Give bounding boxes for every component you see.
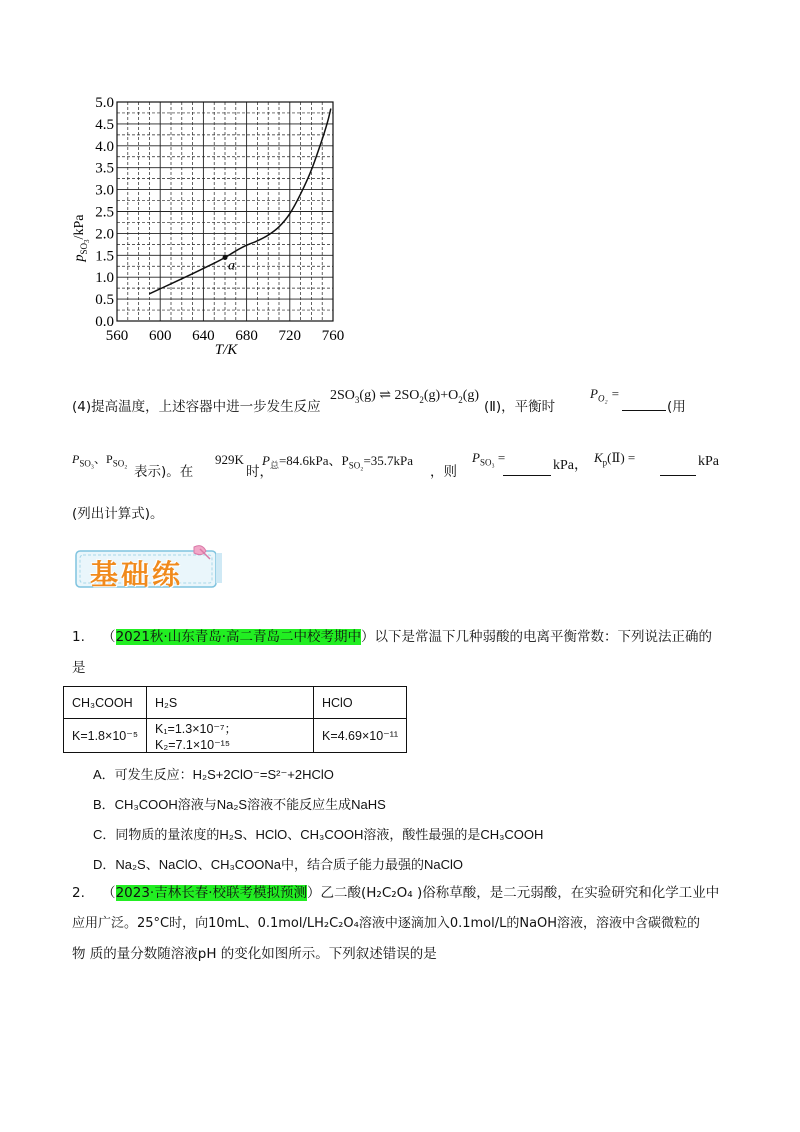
- reaction-tag: (Ⅱ)，平衡时: [484, 399, 556, 415]
- y-axis-label: [72, 214, 91, 263]
- svg-text:pSO3/kPa: $p_{SO}3$/kPa: [72, 214, 91, 262]
- q4-then: ，则: [430, 464, 457, 480]
- q2-source: 2023·吉林长春·校联考模拟预测: [115, 885, 308, 901]
- table-cell: HClO: [314, 687, 407, 719]
- y-tick-label: 5.0: [95, 95, 114, 111]
- q2-number: 2.: [72, 885, 85, 901]
- answer-blank-po2[interactable]: [622, 396, 666, 411]
- temperature: 929K: [215, 452, 244, 467]
- q4-line2-text: 表示)。在: [134, 464, 194, 480]
- y-tick-label: 2.5: [95, 204, 114, 221]
- unit-kpa-2: kPa: [698, 454, 719, 469]
- y-tick-label: 3.5: [95, 160, 114, 177]
- unit-kpa-1: kPa，: [553, 458, 588, 473]
- answer-blank-kp[interactable]: [660, 461, 696, 476]
- chart-grid: [117, 102, 333, 321]
- q2-line1: 2. （2023·吉林长春·校联考模拟预测）乙二酸(H₂C₂O₄ )俗称草酸，是二元弱酸，在实验研究和化学工业中: [72, 885, 720, 901]
- q1-number: 1.: [72, 629, 85, 645]
- ionization-constant-table: [63, 686, 407, 753]
- q2-stem-1: 乙二酸(H₂C₂O₄ )俗称草酸，是二元弱酸，在实验研究和化学工业中: [320, 885, 720, 901]
- q4-line3: (列出计算式)。: [72, 506, 164, 522]
- table-cell: H₂S: [147, 687, 314, 719]
- section-badge: [74, 543, 226, 591]
- y-tick-label: 3.0: [95, 182, 114, 199]
- q4-line1: [72, 398, 321, 416]
- reaction-equation: $2SO_3(g)$ ⇌ $2SO_2(g)+O_2(g)$: [330, 388, 480, 405]
- x-tick-label: 760: [321, 328, 345, 344]
- y-tick-label: 0.5: [95, 292, 114, 309]
- q2-line3: 物 质的量分数随溶液pH 的变化如图所示。下列叙述错误的是: [72, 946, 437, 962]
- y-tick-label: 2.0: [95, 226, 114, 243]
- y-tick-label: 4.5: [95, 116, 114, 133]
- p-so3-symbol: $P_{SO_3}$ =: [472, 450, 506, 468]
- q4-line1-end: (用: [667, 399, 686, 415]
- x-axis-label: T/K: [214, 342, 238, 358]
- table-row: [64, 719, 407, 753]
- q1-line1: 1. （2021秋·山东青岛·高二青岛二中校考期中）以下是常温下几种弱酸的电离平衡常数：下列说法正确的: [72, 629, 713, 645]
- q4-line2-when: 时，: [246, 464, 273, 480]
- x-tick-label: 640: [192, 328, 215, 344]
- q1-stem: 以下是常温下几种弱酸的电离平衡常数：下列说法正确的: [374, 629, 713, 645]
- kp-symbol: $K_p(Ⅱ)$ =: [594, 450, 636, 468]
- table-cell: CH₃COOH: [64, 687, 147, 719]
- x-tick-label: 600: [148, 328, 172, 344]
- y-tick-label: 0.0: [95, 314, 114, 330]
- q1-option-a[interactable]: A．可发生反应：H₂S+2ClO⁻=S²⁻+2HClO: [93, 767, 334, 782]
- q4-line2-vars: $P_{SO_3}$、$P_{SO_2}$: [72, 452, 128, 469]
- q2-line2: 应用广泛。25°C时，向10mL、0.1mol/LH₂C₂O₄溶液中逐滴加入0.1mol/L的NaOH溶液，溶液中含碳微粒的: [72, 916, 701, 931]
- q1-option-c[interactable]: C．同物质的量浓度的H₂S、HClO、CH₃COOH溶液，酸性最强的是CH₃COOH: [93, 827, 544, 842]
- pressure-values: $P_总=84.6kPa$、$P_{SO_2}=35.7kPa$: [262, 453, 414, 471]
- x-tick-label: 680: [235, 328, 258, 344]
- table-row: [64, 687, 407, 719]
- q1-option-b[interactable]: B．CH₃COOH溶液与Na₂S溶液不能反应生成NaHS: [93, 797, 386, 812]
- q4-intro: (4)提高温度，上述容器中进一步发生反应: [72, 399, 321, 415]
- x-tick-label: 560: [105, 328, 129, 344]
- x-tick-label: 720: [278, 328, 302, 344]
- q1-source: 2021秋·山东青岛·高二青岛二中校考期中: [115, 629, 362, 645]
- table-cell: K₁=1.3×10⁻⁷；K₂=7.1×10⁻¹⁵: [147, 719, 314, 753]
- table-cell: K=4.69×10⁻¹¹: [314, 719, 407, 753]
- answer-blank-pso3[interactable]: [503, 461, 551, 476]
- point-a-marker: [223, 255, 228, 260]
- y-tick-label: 1.5: [95, 248, 114, 265]
- q1-line2: 是: [72, 660, 86, 676]
- q1-option-d[interactable]: D．Na₂S、NaClO、CH₃COONa中，结合质子能力最强的NaClO: [93, 857, 464, 872]
- vapor-pressure-chart: [60, 90, 360, 365]
- y-tick-label: 4.0: [95, 138, 114, 155]
- y-tick-labels: [95, 95, 114, 330]
- point-a-label: a: [228, 258, 235, 274]
- table-cell: K=1.8×10⁻⁵: [64, 719, 147, 753]
- y-tick-label: 1.0: [95, 270, 114, 287]
- section-badge-label: 基础练: [90, 558, 184, 591]
- p-o2-symbol: $P_{O_2}$ =: [590, 386, 620, 404]
